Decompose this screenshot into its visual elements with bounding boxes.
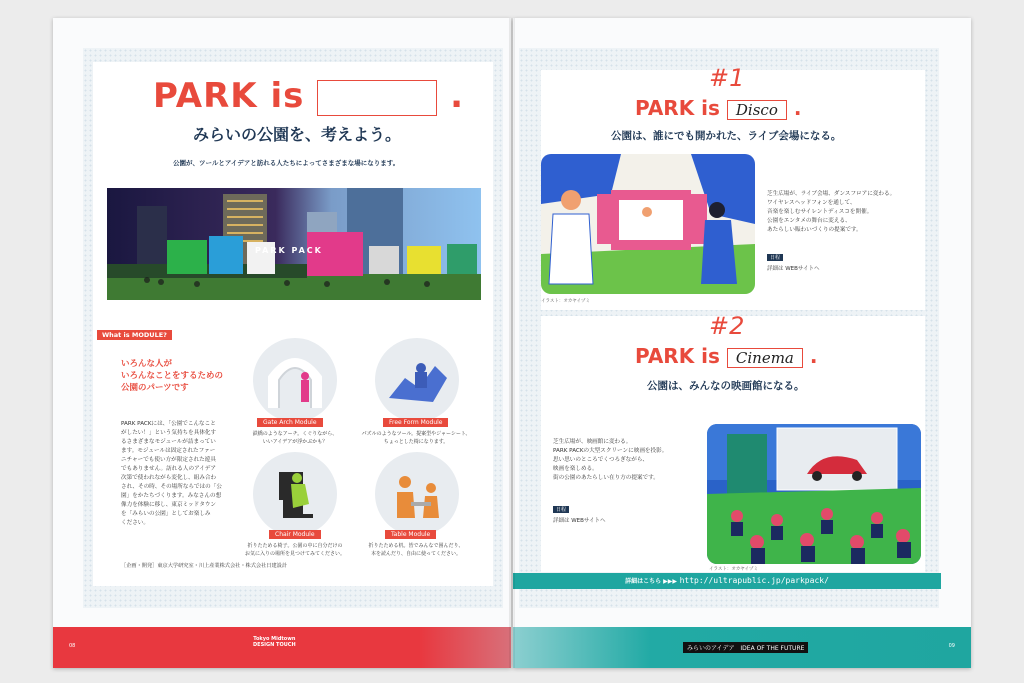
lead-text: 公園が、ツールとアイデアと訪れる人たちによってさまざまな場になります。 — [173, 159, 400, 167]
free-form-image — [375, 338, 459, 422]
desc-line: 折りたためる椅子。公園の中に自分だけの — [247, 543, 343, 549]
table-desc — [361, 542, 471, 558]
left-footer-band — [53, 627, 511, 668]
gate-arch-desc — [240, 430, 350, 446]
body-line: 園」をかたちづくります。みなさんの想 — [121, 493, 222, 499]
module-heading-line: 公園のパーツです — [121, 383, 189, 393]
body-line: 映画を楽しめる。 — [553, 466, 598, 472]
footer-logo-line: Tokyo Midtown — [253, 636, 296, 642]
module-tag: What is MODULE? — [97, 330, 172, 340]
body-line: 芝生広場が、ライブ会場、ダンスフロアに変わる。 — [767, 191, 896, 197]
url-bar[interactable] — [513, 573, 941, 589]
body-line: 音楽を楽しむサイレントディスコを開催。 — [767, 209, 873, 215]
module-heading-line: いろんなことをするための — [121, 371, 224, 381]
body-line: ワイヤレスヘッドフォンを通して、 — [767, 200, 856, 206]
free-form-tag: Free Form Module — [383, 418, 448, 427]
chair-tag: Chair Module — [269, 530, 321, 539]
body-line: PARK PACKには、「公園でこんなこと — [121, 421, 216, 427]
section-number: #2 — [709, 312, 745, 340]
body-line: ニチャーでも使い方が限定された遊具 — [121, 457, 216, 463]
headline-period: . — [809, 344, 818, 368]
section-number: #1 — [709, 64, 745, 92]
body-line: でもありません。訪れる人のアイデア — [121, 466, 216, 472]
disco-date-label: 日程 — [767, 254, 783, 261]
body-line: がしたい！」という気持ちを具体化す — [121, 430, 217, 436]
desc-line: 鉄橋のようなアーチ。くぐりながら、 — [252, 431, 338, 437]
right-footer-band — [513, 627, 971, 668]
spine-shadow — [509, 18, 515, 668]
blank-word-box — [317, 80, 437, 116]
free-form-desc — [361, 430, 471, 446]
gate-arch-icon — [253, 338, 337, 422]
cinema-body — [553, 438, 713, 483]
intro-card — [93, 62, 493, 320]
park-night-photo — [107, 188, 481, 300]
cinema-link-text[interactable]: 詳細は WEBサイトへ — [553, 518, 606, 524]
disco-credit: イラスト：オカヤイヅミ — [541, 299, 591, 304]
headline-prefix: PARK is — [635, 344, 720, 368]
cinema-illustration — [707, 424, 921, 564]
left-page — [53, 18, 511, 668]
cinema-word: Cinema — [727, 348, 803, 368]
disco-word: Disco — [727, 100, 787, 120]
module-credit: ［企画・開発］東京大学研究室・川上産業株式会社・株式会社日建設計 — [121, 563, 288, 569]
disco-subtitle: 公園は、誰にでも開かれた、ライブ会場になる。 — [611, 130, 842, 142]
body-line: ます。モジュールは固定されたファー — [121, 448, 216, 454]
disco-illustration — [541, 154, 755, 294]
page-headline — [153, 76, 464, 116]
body-line: あたらしい賑わいづくりの提案です。 — [767, 227, 862, 233]
disco-illustration-image — [541, 154, 755, 294]
disco-link-text[interactable]: 詳細は WEBサイトへ — [767, 266, 820, 272]
cinema-credit: イラスト：オカヤイヅミ — [709, 567, 759, 572]
headline-period: . — [793, 96, 802, 120]
headline-prefix: PARK is — [635, 96, 720, 120]
module-body — [121, 420, 239, 528]
footer-subtitle: IDEA OF THE FUTURE — [740, 645, 805, 652]
desc-line: いいアイデアが浮かぶかも？ — [262, 439, 328, 445]
body-line: を「みらいの公園」としてお楽しみ — [121, 511, 211, 517]
right-page-number: 09 — [948, 643, 955, 649]
body-line: ください。 — [121, 520, 149, 526]
desc-line: パズルのようなツール。提案型やジャーシート、 — [361, 431, 471, 437]
disco-body — [767, 190, 917, 235]
body-line: るさまざまなモジュールが詰まってい — [121, 439, 216, 445]
left-page-number: 08 — [69, 643, 76, 649]
disco-headline — [635, 96, 801, 120]
footer-logo-line: DESIGN TOUCH — [253, 642, 296, 648]
gate-arch-tag: Gate Arch Module — [257, 418, 323, 427]
url-bar-label: 詳細はこちら ▶▶▶ — [625, 578, 678, 585]
cinema-date-label: 日程 — [553, 506, 569, 513]
chair-desc — [240, 542, 350, 558]
chair-icon — [253, 452, 337, 536]
table-image — [375, 452, 459, 536]
body-line: 公園をエンタメの舞台に変える、 — [767, 218, 851, 224]
body-line: PARK PACKの大型スクリーンに映画を投影。 — [553, 448, 668, 454]
module-heading — [121, 358, 223, 394]
desc-line: お気に入りの場所を見つけてみてください。 — [244, 551, 345, 557]
body-line: 次第で使われながら変化し、組み合わ — [121, 475, 217, 481]
headline-period: . — [450, 76, 464, 116]
cinema-headline — [635, 344, 817, 368]
free-form-icon — [375, 338, 459, 422]
body-line: 像力を体験に移し、東京ミッドタウン — [121, 502, 216, 508]
headline-prefix: PARK is — [153, 76, 305, 116]
cinema-subtitle: 公園は、みんなの映画館になる。 — [647, 380, 805, 392]
page-subtitle: みらいの公園を、考えよう。 — [193, 125, 402, 144]
table-icon — [375, 452, 459, 536]
table-tag: Table Module — [385, 530, 436, 539]
footer-title: みらいのアイデア — [687, 645, 735, 652]
body-line: 思い思いのところでくつろぎながら、 — [553, 457, 649, 463]
disco-card — [541, 64, 925, 310]
right-page — [513, 18, 971, 668]
park-photo-image — [107, 188, 481, 300]
cinema-card — [541, 312, 925, 572]
photo-sign-text: PARK PACK — [255, 246, 323, 255]
desc-line: 本を読んだり、自由に使ってください。 — [370, 551, 461, 557]
module-card — [93, 320, 493, 586]
footer-logo — [253, 636, 296, 648]
body-line: され、その時、その場所ならではの「公 — [121, 484, 222, 490]
url-link[interactable]: http://ultrapublic.jp/parkpack/ — [679, 576, 829, 585]
chair-image — [253, 452, 337, 536]
cinema-illustration-image — [707, 424, 921, 564]
desc-line: 折りたためる机。皆でみんなで囲んだり、 — [368, 543, 464, 549]
footer-title-box — [683, 642, 808, 653]
body-line: 芝生広場が、映画館に変わる。 — [553, 439, 632, 445]
desc-line: ちょっとした椅になります。 — [383, 439, 449, 445]
gate-arch-image — [253, 338, 337, 422]
body-line: 街の公園のあたらしい在り方の提案です。 — [553, 475, 659, 481]
module-heading-line: いろんな人が — [121, 359, 173, 369]
